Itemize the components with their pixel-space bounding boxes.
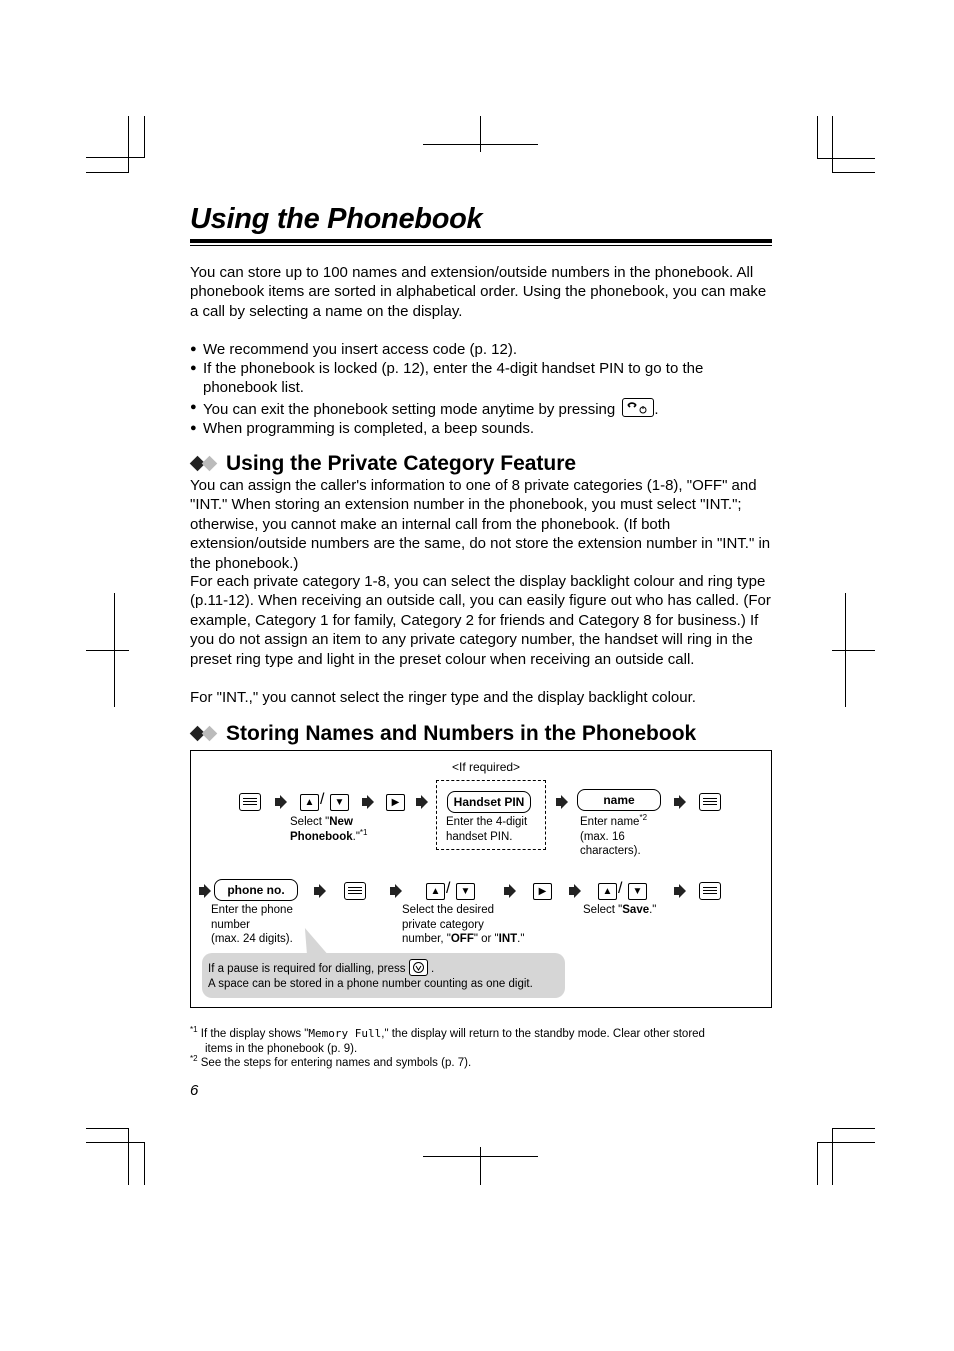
step-enter-pin: Enter the 4-digit handset PIN. [446,816,528,843]
if-required-label: <If required> [452,760,521,774]
step-select-category: Select the desired private category number, "OFF" or "INT." [402,904,525,945]
flow-arrow-icon [275,795,287,809]
flow-arrow-icon [390,884,402,898]
flow-arrow-icon [314,884,326,898]
diamond-bullet-icon [190,456,220,472]
title-rule [190,239,772,243]
page-title: Using the Phonebook [190,203,483,235]
page-number: 6 [190,1082,199,1099]
menu-key-icon [344,882,366,900]
menu-key-icon [699,793,721,811]
down-key-icon: ▼ [628,883,647,900]
name-entry-key: name [577,789,661,811]
pause-key-icon [409,959,428,976]
bullet-item: ● You can exit the phonebook setting mode anytime by pressing . [190,398,775,419]
bullet-item: ● We recommend you insert access code (p. 12). [190,340,775,359]
footnote-2: $^{*2}$ See the steps for entering names and symbols (p. 7). [190,1054,472,1069]
bullet-item: ● When programming is completed, a beep sounds. [190,419,775,438]
flow-arrow-icon [569,884,581,898]
right-key-icon: ▶ [533,883,552,900]
handset-pin-key: Handset PIN [447,791,531,813]
flow-arrow-icon [556,795,568,809]
footnote-1: $^{*1}$ If the display shows "Memory Full," the display will return to the standby mode. Clear other stored items in the phonebook (p. 9). [190,1025,705,1055]
right-key-icon: ▶ [386,794,405,811]
off-key-icon [622,398,654,417]
menu-key-icon [699,882,721,900]
step-enter-name: Enter name$^{*2}$ (max. 16 characters). [580,813,648,857]
section1-paragraph-1: You can assign the caller's information to one of 8 private categories (1-8), "OFF" and "INT." When storing an extension number in the phonebook, you must select "INT."; otherwise, you cannot make an internal call from the phonebook. (If both extension/outside numbers are the same, do not store the extension number in "INT." in the phonebook.) [190,477,771,572]
section1-paragraph-3: For "INT.," you cannot select the ringer type and the display backlight colour. [190,689,696,706]
down-key-icon: ▼ [456,883,475,900]
section1-paragraph-2: For each private category 1-8, you can select the display backlight colour and ring type (p.11-12). When receiving an outside call, you can easily figure out who has called. (For example, Category 1 for family, Category 2 for friends and Category 8 for business.) If you do not assign an item to any private category number, the handset will ring in the preset ring type and light in the preset colour when receiving an outside call. [190,573,771,668]
step-select-new-phonebook: Select "New Phonebook."$^{*1}$ [290,816,368,843]
flow-arrow-icon [674,884,686,898]
phone-number-key: phone no. [214,879,298,901]
pause-callout: If a pause is required for dialling, press . A space can be stored in a phone number counting as one digit. [202,953,565,998]
up-key-icon: ▲ [300,794,319,811]
intro-paragraph: You can store up to 100 names and extension/outside numbers in the phonebook. All phonebook items are sorted in alphabetical order. Using the phonebook, you can make a call by selecting a name on the display. [190,264,767,320]
up-key-icon: ▲ [426,883,445,900]
step-enter-phone: Enter the phone number (max. 24 digits). [211,904,293,945]
bullet-list [190,340,775,438]
flow-arrow-icon [504,884,516,898]
section-heading-storing: Storing Names and Numbers in the Phonebook [190,722,696,746]
title-rule-thin [190,245,772,246]
menu-key-icon [239,793,261,811]
down-key-icon: ▼ [330,794,349,811]
flow-arrow-icon [416,795,428,809]
flow-arrow-icon [674,795,686,809]
diamond-bullet-icon [190,726,220,742]
flow-arrow-icon [199,884,211,898]
up-key-icon: ▲ [598,883,617,900]
section-heading-private-category: Using the Private Category Feature [190,452,576,476]
bullet-item: ● If the phonebook is locked (p. 12), enter the 4-digit handset PIN to go to the phonebook list. [190,359,775,397]
flow-arrow-icon [362,795,374,809]
step-select-save: Select "Save." [583,904,657,916]
